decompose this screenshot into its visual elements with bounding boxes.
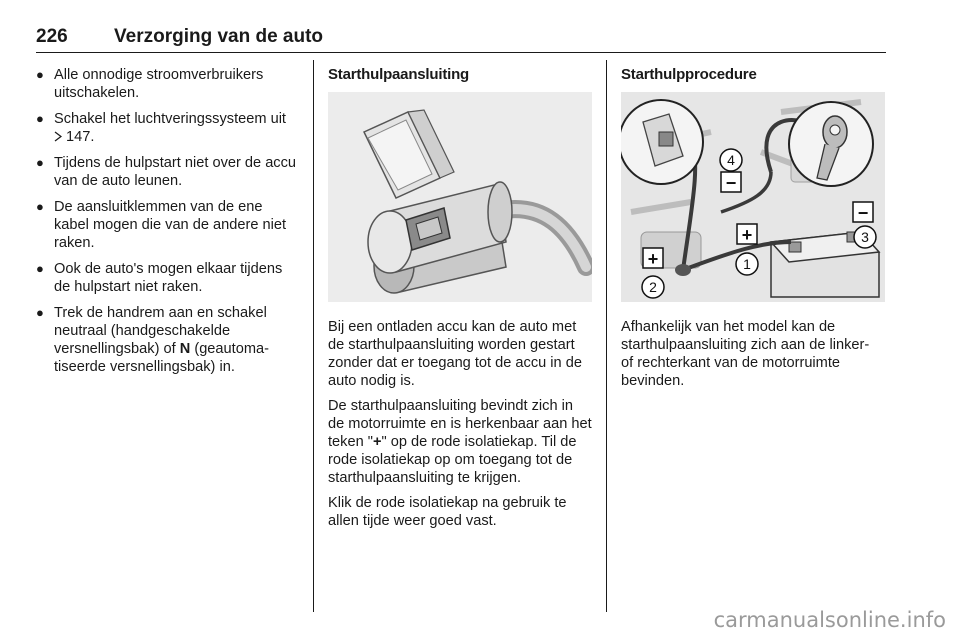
procedure-illustration <box>621 92 885 302</box>
jump-start-connector-icon <box>328 92 592 302</box>
page-number: 226 <box>36 26 68 47</box>
list-item: ● Tijdens de hulpstart niet over de accu van de auto leunen. <box>36 155 297 189</box>
watermark: carmanualsonline.info <box>713 608 946 632</box>
column-precautions <box>36 66 298 384</box>
page-reference-icon <box>54 131 62 142</box>
callout-number-4: 4 <box>727 152 735 168</box>
page-header <box>36 26 886 53</box>
list-item: ● Schakel het luchtveringssysteem uit 147. <box>36 111 286 145</box>
bullet-icon: ● <box>36 155 44 170</box>
precautions-list <box>36 66 298 376</box>
bullet-icon: ● <box>36 261 44 276</box>
list-item: ● De aansluitklemmen van de ene kabel mogen die van de andere niet raken. <box>36 199 287 251</box>
callout-plus-left: + <box>647 249 659 269</box>
list-item: ● Ook de auto's mogen elkaar tijdens de hulpstart niet raken. <box>36 261 283 295</box>
bullet-icon: ● <box>36 111 44 126</box>
bullet-icon: ● <box>36 305 44 320</box>
column-jump-start-procedure <box>621 66 885 397</box>
plus-symbol-icon: + <box>372 434 382 450</box>
list-item: ● Trek de handrem aan en schakel neutraal (handgeschakelde versnellingsbak) of N (geautomatiseerde versnellingsbak) in. <box>36 305 269 375</box>
section-title: Starthulpaansluiting <box>328 66 470 83</box>
callout-number-2: 2 <box>649 279 657 295</box>
callout-number-1: 1 <box>743 256 751 272</box>
paragraph: De starthulpaansluiting bevindt zich in de motorruimte en is herkenbaar aan het teken "+" op de rode isolatiekap. Til de rode isolatiekap op om toegang tot de starthulpaansluiting te krijgen. <box>328 398 592 486</box>
paragraph: Klik de rode isolatiekap na gebruik te allen tijde weer goed vast. <box>328 495 567 529</box>
column-jump-start-connector <box>328 66 592 537</box>
section-title: Starthulpprocedure <box>621 66 757 83</box>
paragraph: Bij een ontladen accu kan de auto met de starthulpaansluiting worden gestart zonder dat er toegang tot de accu in de auto nodig is. <box>328 319 582 389</box>
callout-number-3: 3 <box>861 229 869 245</box>
bullet-icon: ● <box>36 67 44 82</box>
engine-bay-icon <box>621 92 885 302</box>
callout-minus-right: − <box>857 203 869 223</box>
list-item: ● Alle onnodige stroomverbruikers uitschakelen. <box>36 67 264 101</box>
callout-minus-left: − <box>725 173 737 193</box>
column-divider-right <box>606 60 607 612</box>
connector-illustration <box>328 92 592 302</box>
bullet-icon: ● <box>36 199 44 214</box>
column-divider-left <box>313 60 314 612</box>
paragraph: Afhankelijk van het model kan de starthulpaansluiting zich aan de linker- of rechterkant van de motorruimte bevinden. <box>621 319 870 389</box>
page-title: Verzorging van de auto <box>114 26 324 47</box>
callout-plus-mid: + <box>741 225 753 245</box>
